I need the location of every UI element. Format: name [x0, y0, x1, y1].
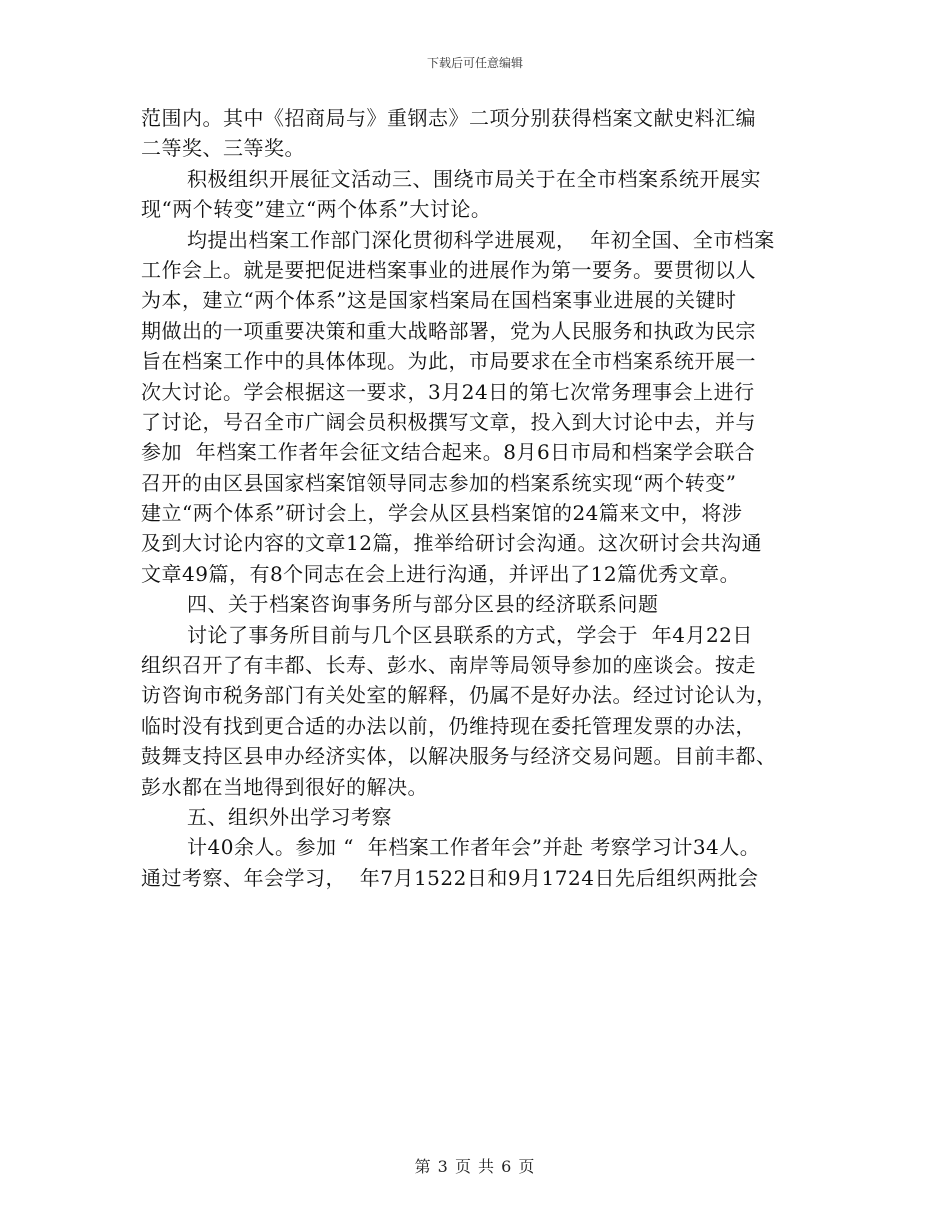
body-line: 讨论了事务所目前与几个区县联系的方式，学会于 年4月22日 — [187, 622, 753, 647]
body-line: 参加 年档案工作者年会征文结合起来。8月6日市局和档案学会联合 — [141, 440, 756, 465]
body-line: 建立“两个体系”研讨会上，学会从区县档案馆的24篇来文中，将涉 — [141, 501, 743, 526]
document-body — [141, 103, 821, 893]
body-line: 文章49篇，有8个同志在会上进行沟通，并评出了12篇优秀文章。 — [141, 561, 741, 586]
body-line: 通过考察、年会学习， 年7月1522日和9月1724日先后组织两批会 — [141, 865, 759, 890]
body-line: 均提出档案工作部门深化贯彻科学进展观， 年初全国、全市档案 — [187, 227, 775, 252]
body-line: 为本，建立“两个体系”这是国家档案局在国档案事业进展的关键时 — [141, 288, 737, 313]
body-line: 二等奖、三等奖。 — [141, 136, 305, 161]
page-header-note: 下载后可任意编辑 — [426, 56, 523, 70]
body-line: 召开的由区县国家档案馆领导同志参加的档案系统实现“两个转变” — [141, 470, 737, 495]
body-line: 临时没有找到更合适的办法以前，仍维持现在委托管理发票的办法， — [141, 713, 756, 738]
body-line: 工作会上。就是要把促进档案事业的进展作为第一要务。要贯彻以人 — [141, 257, 756, 282]
body-line: 访咨询市税务部门有关处室的解释，仍属不是好办法。经过讨论认为， — [141, 683, 777, 708]
body-line: 及到大讨论内容的文章12篇，推举给研讨会沟通。这次研讨会共沟通 — [141, 531, 762, 556]
body-line: 积极组织开展征文活动三、围绕市局关于在全市档案系统开展实 — [187, 166, 761, 191]
body-line: 期做出的一项重要决策和重大战略部署，党为人民服务和执政为民宗 — [141, 318, 756, 343]
body-line: 范围内。其中《招商局与》重钢志》二项分别获得档案文献史料汇编 — [141, 106, 756, 130]
body-line: 鼓舞支持区县申办经济实体，以解决服务与经济交易问题。目前丰都、 — [141, 744, 777, 769]
body-line: 五、组织外出学习考察 — [187, 804, 392, 829]
body-line: 次大讨论。学会根据这一要求，3月24日的第七次常务理事会上进行 — [141, 379, 755, 404]
body-line: 彭水都在当地得到很好的解决。 — [141, 774, 428, 799]
body-line: 四、关于档案咨询事务所与部分区县的经济联系问题 — [187, 592, 659, 617]
body-line: 计40余人。参加 “ 年档案工作者年会”并赴 考察学习计34人。 — [187, 835, 761, 860]
body-line: 了讨论，号召全市广阔会员积极撰写文章，投入到大讨论中去，并与 — [141, 409, 756, 434]
body-line: 现“两个转变”建立“两个体系”大讨论。 — [141, 197, 492, 222]
page-number-footer: 第 3 页 共 6 页 — [414, 1157, 536, 1176]
body-line: 组织召开了有丰都、长寿、彭水、南岸等局领导参加的座谈会。按走 — [141, 653, 756, 678]
body-line: 旨在档案工作中的具体体现。为此，市局要求在全市档案系统开展一 — [141, 349, 756, 374]
